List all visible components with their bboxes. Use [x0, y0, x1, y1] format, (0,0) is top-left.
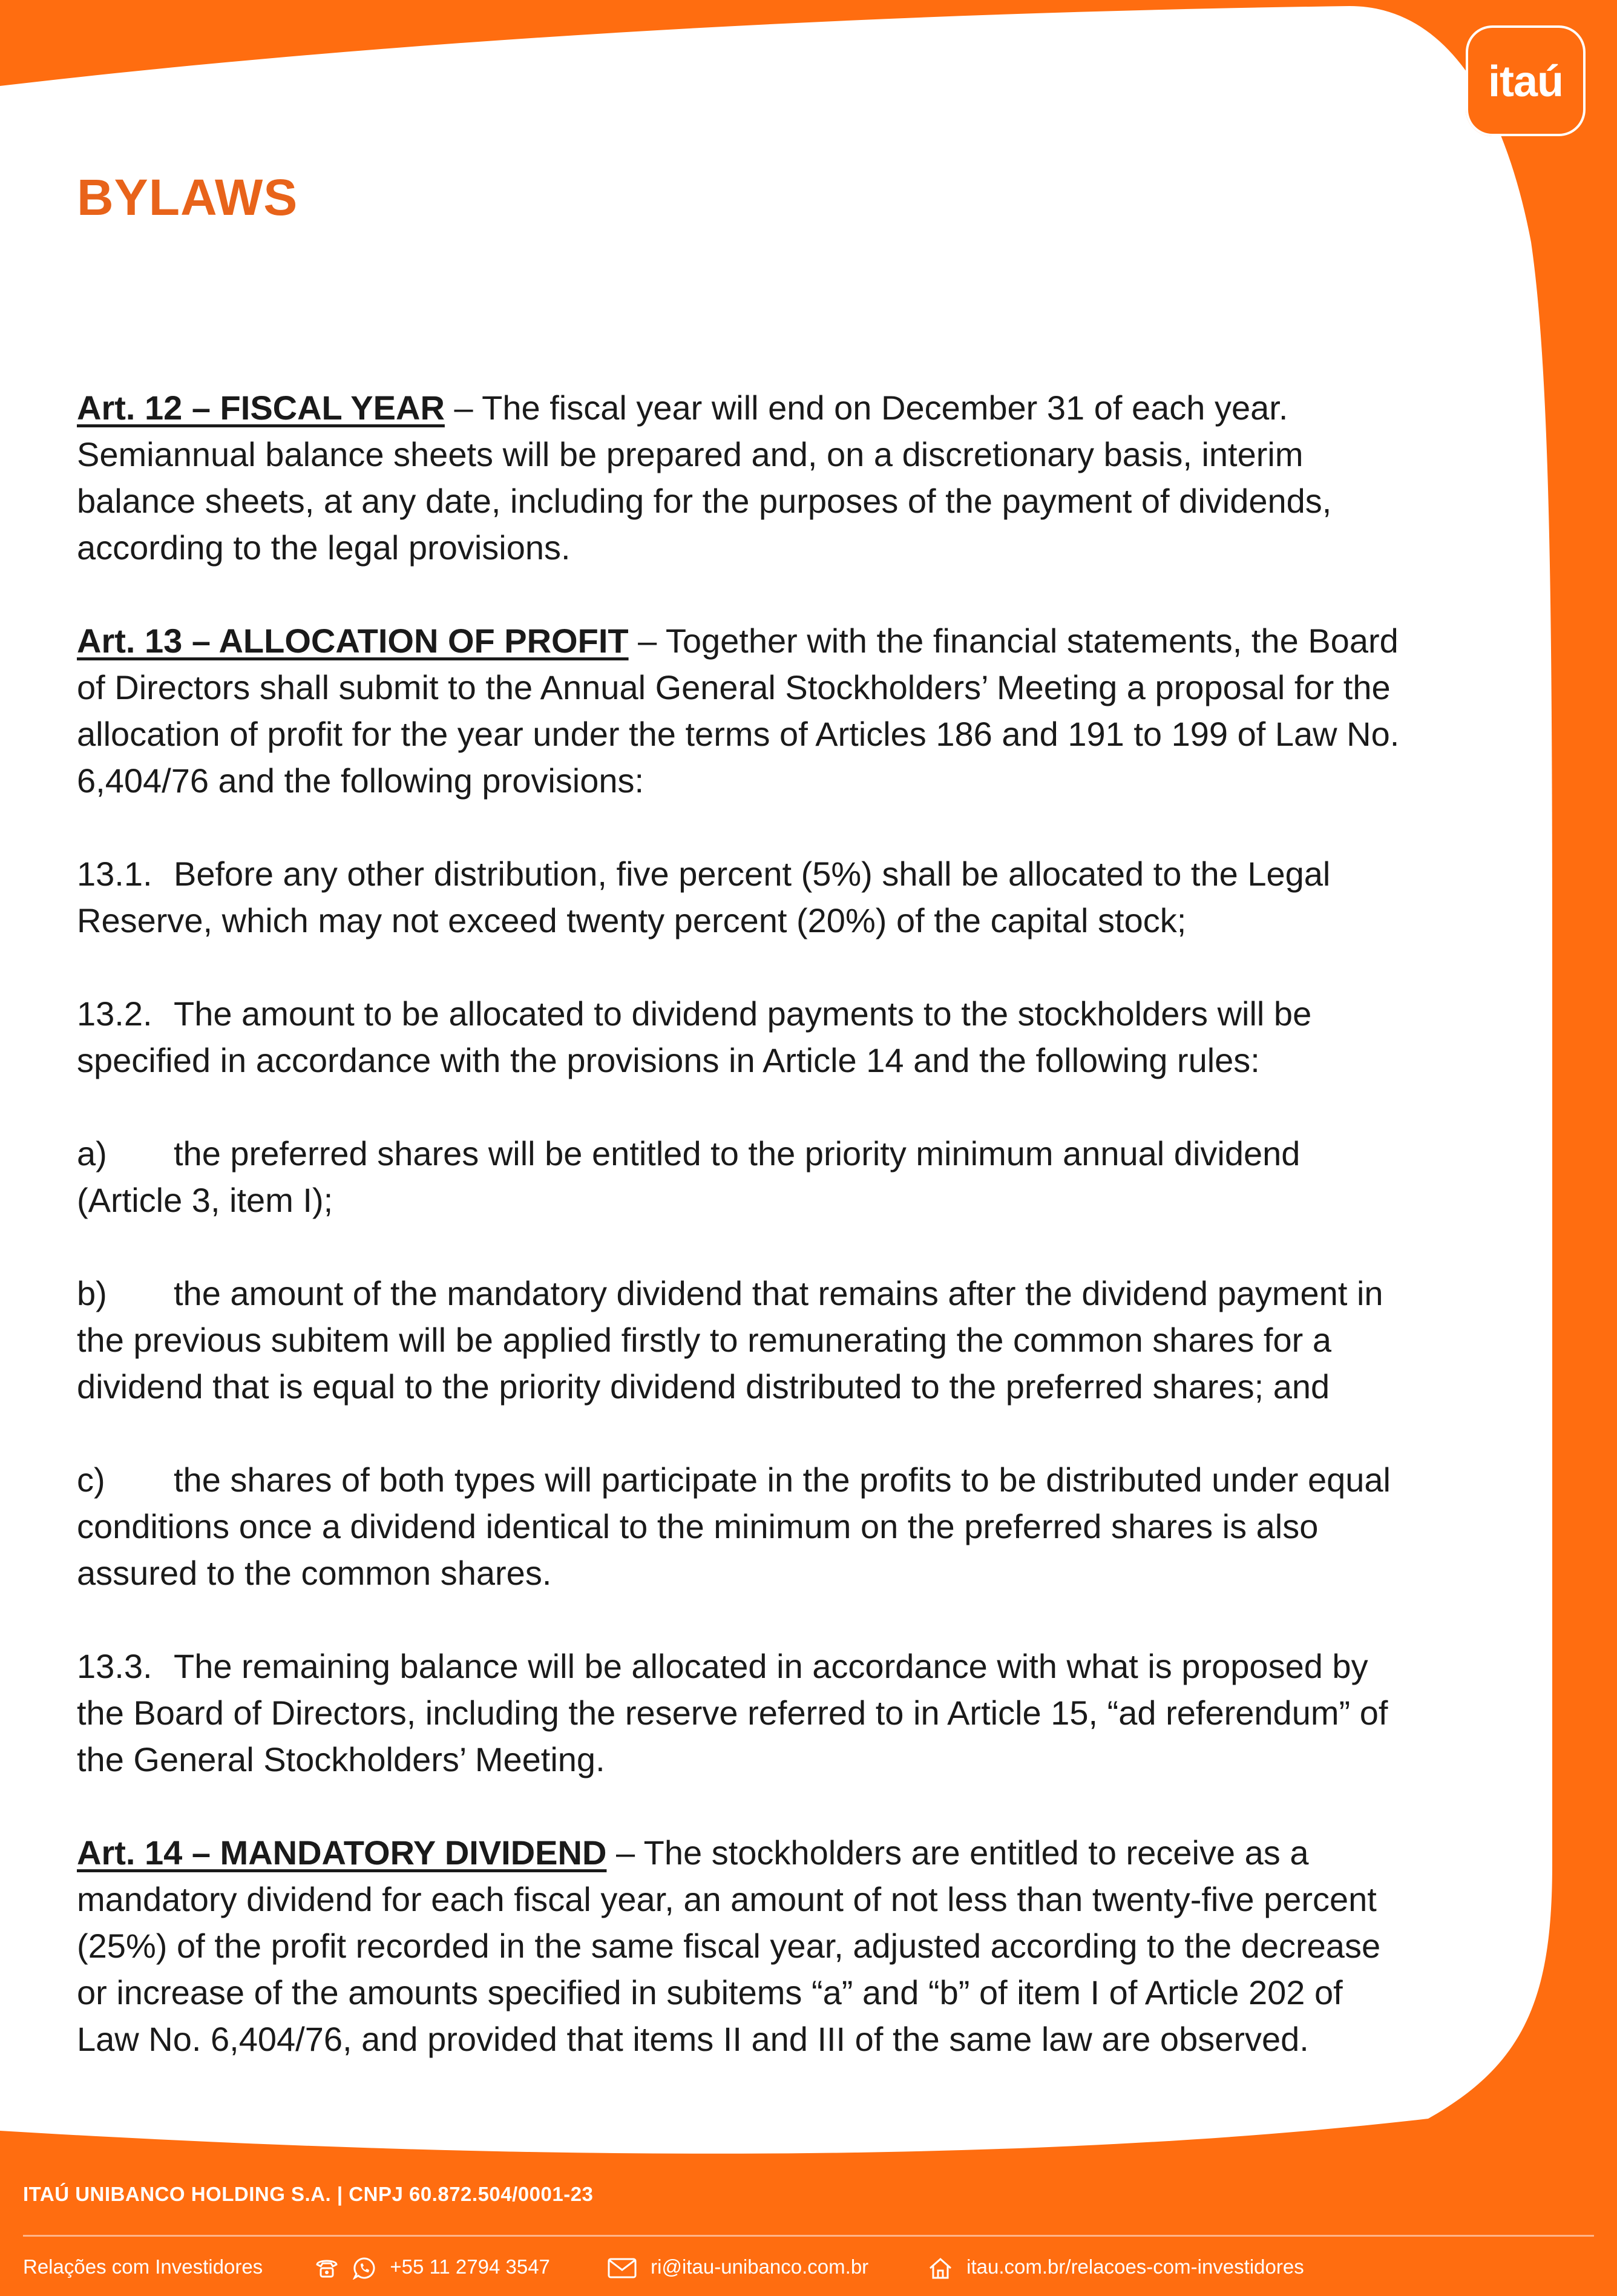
- page-title: BYLAWS: [77, 169, 298, 226]
- article-12-text: – The fiscal year will end on December 31 of each year. Semiannual balance sheets will be prepared and, on a discretionary basis, interim balance sheets, at any date, including for the purposes of the payment of dividends, according to the legal provisions.: [77, 389, 1332, 567]
- subitem-b: [77, 1270, 1408, 1410]
- footer-contacts: [23, 2255, 1594, 2286]
- item-number: a): [77, 1134, 107, 1173]
- item-text: the preferred shares will be entitled to the priority minimum annual dividend (Article 3, item I);: [77, 1134, 1300, 1219]
- itau-logo-text: itaú: [1487, 58, 1563, 106]
- item-number: c): [77, 1461, 105, 1499]
- whatsapp-icon: [353, 2257, 376, 2280]
- phone-contact[interactable]: [315, 2255, 550, 2280]
- item-13-3: [77, 1643, 1408, 1783]
- email-address: ri@itau-unibanco.com.br: [651, 2255, 869, 2278]
- item-text: the amount of the mandatory dividend that remains after the dividend payment in the previous subitem will be applied firstly to remunerating the common shares for a dividend that is equal to the priority dividend distributed to the preferred shares; and: [77, 1274, 1383, 1406]
- item-text: The remaining balance will be allocated in accordance with what is proposed by the Board of Directors, including the reserve referred to in Article 15, “ad referendum” of the General Stockholders’ Meeting.: [77, 1647, 1388, 1778]
- phone-number: +55 11 2794 3547: [390, 2255, 550, 2278]
- article-12-heading: Art. 12 – FISCAL YEAR: [77, 389, 445, 427]
- footer-divider: [23, 2235, 1594, 2237]
- article-13-paragraph: [77, 617, 1408, 804]
- website-url: itau.com.br/relacoes-com-investidores: [966, 2255, 1304, 2278]
- item-text: Before any other distribution, five percent (5%) shall be allocated to the Legal Reserve, which may not exceed twenty percent (20%) of the capital stock;: [77, 855, 1331, 939]
- itau-logo: [1466, 25, 1586, 136]
- subitem-a: [77, 1130, 1408, 1223]
- item-13-1: [77, 850, 1408, 944]
- page-footer: [23, 2183, 1594, 2278]
- article-13-text: – Together with the financial statements, the Board of Directors shall submit to the Annual General Stockholders’ Meeting a proposal for the allocation of profit for the year under the terms of Articles 186 and 191 to 199 of Law No. 6,404/76 and the following provisions:: [77, 622, 1400, 800]
- item-number: b): [77, 1274, 107, 1312]
- item-text: the shares of both types will participate in the profits to be distributed under equal conditions once a dividend identical to the minimum on the preferred shares is also assured to the common shares.: [77, 1461, 1391, 1592]
- article-14-paragraph: [77, 1829, 1408, 2062]
- item-number: 13.1.: [77, 855, 153, 893]
- department-label: Relações com Investidores: [23, 2255, 263, 2278]
- website-link[interactable]: [928, 2255, 1304, 2280]
- document-body: [77, 384, 1408, 2062]
- email-contact[interactable]: [608, 2255, 868, 2278]
- item-13-2: [77, 990, 1408, 1084]
- article-13-heading: Art. 13 – ALLOCATION OF PROFIT: [77, 622, 629, 660]
- subitem-c: [77, 1456, 1408, 1596]
- mail-icon: [608, 2258, 637, 2278]
- article-14-text: – The stockholders are entitled to receive as a mandatory dividend for each fiscal year, an amount of not less than twenty-five percent (25%) of the profit recorded in the same fiscal year, adjusted according to the decrease or increase of the amounts specified in subitems “a” and “b” of item I of Article 202 of Law No. 6,404/76, and provided that items II and III of the same law are observed.: [77, 1834, 1381, 2058]
- home-icon: [928, 2257, 953, 2280]
- phone-icon: [315, 2257, 339, 2279]
- article-12-paragraph: [77, 384, 1408, 571]
- article-14-heading: Art. 14 – MANDATORY DIVIDEND: [77, 1834, 607, 1872]
- item-text: The amount to be allocated to dividend payments to the stockholders will be specified in accordance with the provisions in Article 14 and the following rules:: [77, 995, 1312, 1079]
- item-number: 13.3.: [77, 1647, 153, 1685]
- item-number: 13.2.: [77, 995, 153, 1033]
- company-line: ITAÚ UNIBANCO HOLDING S.A. | CNPJ 60.872.504/0001-23: [23, 2183, 594, 2205]
